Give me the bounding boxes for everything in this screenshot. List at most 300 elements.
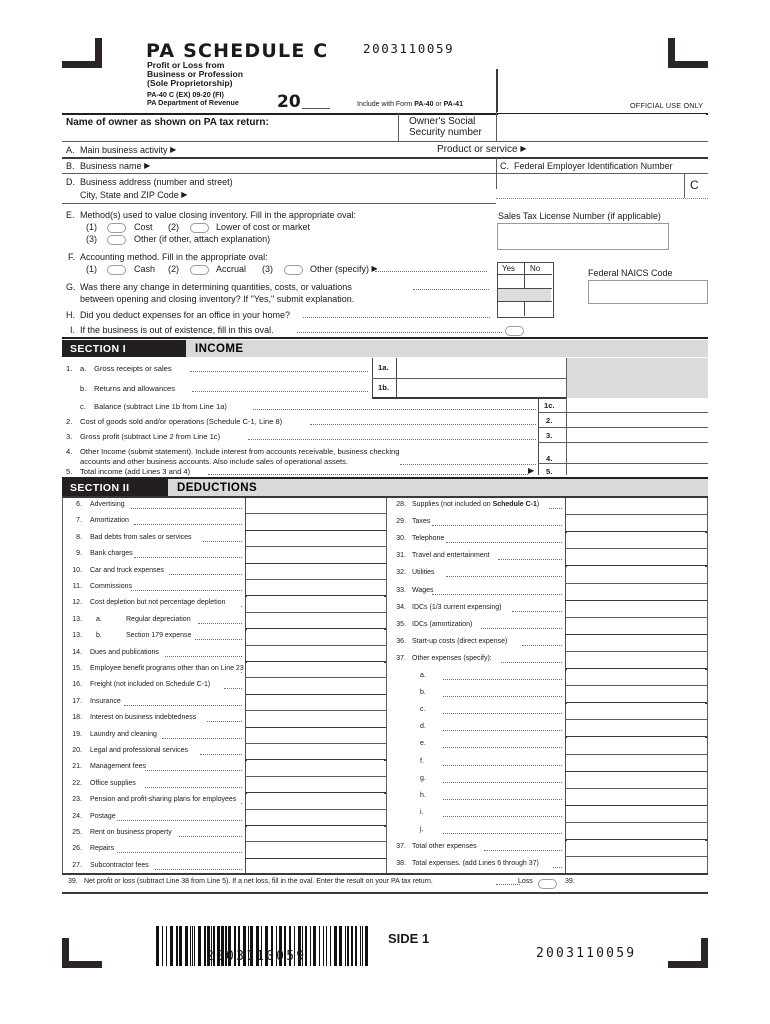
deduction-row-leader: [443, 799, 562, 800]
fein-c-divider: [684, 174, 685, 198]
deduction-row-number: 12.: [72, 599, 82, 607]
deduction-row-number: 35.: [396, 620, 406, 628]
deduction-amount-input[interactable]: [247, 777, 384, 790]
barcode-bar: [162, 926, 163, 966]
deduction-row-subletter: j.: [420, 825, 424, 833]
income-2-input[interactable]: [568, 414, 706, 426]
barcode-number: 2003110059: [206, 949, 307, 964]
accounting-accrual-oval[interactable]: [190, 265, 209, 275]
deduction-amount-input[interactable]: [567, 755, 705, 769]
deduction-amount-input[interactable]: [247, 596, 384, 609]
business-name-input[interactable]: [170, 159, 490, 172]
income-1c-input[interactable]: [568, 399, 706, 411]
deduction-row-number: 14.: [72, 648, 82, 656]
income-4-rule: [538, 463, 708, 464]
deduction-row-subletter: a.: [420, 672, 426, 679]
income-shade-left-edge: [566, 358, 567, 398]
deduction-row-label: Management fees: [90, 763, 147, 771]
deduction-row-number: 22.: [72, 779, 82, 787]
deduction-row-label: Repairs: [90, 845, 115, 853]
line-f-opt3-label: Other (specify) ▶: [310, 264, 378, 274]
deduction-row-number: 6.: [76, 501, 82, 508]
tax-year-blank[interactable]: [302, 108, 330, 109]
income-row-1b-boxnum: 1b.: [378, 383, 389, 392]
deduction-amount-input[interactable]: [567, 669, 705, 683]
barcode-bar: [198, 926, 201, 966]
deduction-row-leader: [169, 574, 242, 575]
deduction-amount-input[interactable]: [247, 629, 384, 642]
question-g-yes-cell[interactable]: [498, 275, 524, 288]
deduction-row-leader: [522, 645, 562, 646]
deduction-amount-input[interactable]: [567, 823, 705, 837]
income-1b-input[interactable]: [398, 380, 564, 396]
deduction-amount-input[interactable]: [247, 678, 384, 691]
inventory-lower-oval[interactable]: [190, 223, 209, 233]
deduction-amount-input[interactable]: [567, 857, 705, 871]
barcode-bar: [176, 926, 178, 966]
naics-label: Federal NAICS Code: [588, 268, 673, 278]
owner-name-label: Name of owner as shown on PA tax return:: [66, 117, 269, 128]
deduction-row-subletter: a.: [96, 615, 102, 623]
income-row-1b-leader: [192, 391, 368, 392]
income-2-rule: [538, 427, 708, 428]
deduction-row-number: 7.: [76, 517, 82, 525]
deduction-row-subletter: c.: [420, 706, 426, 714]
accounting-cash-oval[interactable]: [107, 265, 126, 275]
line-f-leader: [375, 271, 487, 272]
deduction-amount-input[interactable]: [567, 566, 705, 580]
form-department: PA Department of Revenue: [147, 98, 239, 107]
deduction-row-label: Regular depreciation: [126, 615, 191, 623]
deduction-row-number: 38.: [396, 860, 406, 868]
deduction-amount-input[interactable]: [247, 662, 384, 675]
deduction-row-number: 23.: [72, 796, 82, 804]
ssn-label-line2: Security number: [409, 127, 482, 138]
deduction-row-leader: [162, 738, 242, 739]
deduction-row-label: Laundry and cleaning: [90, 730, 157, 738]
income-row-4-label: Other Income (submit statement). Include interest from accounts receivable, business checking: [80, 447, 400, 456]
line-f-letter: F.: [68, 252, 76, 262]
sales-tax-license-input[interactable]: [497, 223, 669, 250]
fein-bottom-rule: [496, 198, 708, 199]
fein-label-rule: [496, 173, 708, 174]
deduction-amount-input[interactable]: [567, 737, 705, 751]
deduction-row-subletter: f.: [420, 757, 424, 765]
deduction-amount-input[interactable]: [247, 514, 384, 527]
line-i-letter: I.: [70, 325, 76, 335]
deduction-amount-input[interactable]: [567, 652, 705, 666]
barcode-bar: [365, 926, 368, 966]
form-subtitle-3: (Sole Proprietorship): [147, 78, 233, 88]
deduction-row-leader: [443, 713, 562, 714]
deduction-amount-input[interactable]: [567, 686, 705, 700]
question-h-no-cell[interactable]: [526, 302, 551, 315]
sales-tax-license-label: Sales Tax License Number (if applicable): [498, 211, 661, 221]
barcode-bar: [334, 926, 337, 966]
deduction-row-label: Wages: [412, 586, 434, 594]
income-1a-input[interactable]: [398, 360, 564, 376]
out-of-existence-oval[interactable]: [505, 326, 524, 336]
deduction-row-leader: [207, 721, 242, 722]
deduction-row-label: Supplies (not included on Schedule C-1): [412, 501, 540, 508]
deduction-row-label: Other expenses (specify):: [412, 654, 492, 662]
deduction-row-label: Start-up costs (direct expense): [412, 637, 508, 645]
income-row-1a-sub: a.: [80, 364, 87, 373]
deduction-amount-input[interactable]: [567, 618, 705, 632]
side-label: SIDE 1: [388, 931, 430, 946]
official-use-only-label: OFFICIAL USE ONLY: [630, 101, 704, 110]
barcode-bar: [345, 926, 346, 966]
city-state-zip-input[interactable]: [210, 189, 490, 201]
barcode-bar: [194, 926, 195, 966]
deduction-row-number: 32.: [396, 569, 406, 577]
barcode-bar: [170, 926, 173, 966]
deduction-amount-input[interactable]: [567, 772, 705, 786]
deduction-row-leader: [131, 590, 242, 591]
line-e-opt2-label: Lower of cost or market: [216, 222, 311, 232]
deduction-row-label: Amortization: [90, 517, 129, 525]
deduction-row-label: Bank charges: [90, 550, 133, 558]
line-h-leader: [303, 317, 490, 318]
accounting-other-oval[interactable]: [284, 265, 303, 275]
section-1-heading: INCOME: [186, 340, 708, 357]
deduction-row-label: Telephone: [412, 535, 445, 543]
deduction-row-number: 10.: [72, 566, 82, 574]
deduction-row-number: 18.: [72, 714, 82, 722]
deductions-left-edge: [62, 496, 63, 873]
tax-year-prefix: 20: [277, 92, 301, 112]
barcode-bar: [319, 926, 320, 966]
footer-form-number: 2003110059: [536, 946, 637, 961]
deduction-row-number: 28.: [396, 501, 406, 508]
line-b-rule: [62, 173, 496, 174]
deduction-row-subletter: g.: [420, 774, 426, 782]
deduction-amount-input[interactable]: [567, 720, 705, 734]
income-row-2-label: Cost of goods sold and/or operations (Schedule C-1, Line 8): [80, 417, 283, 426]
form-title: PA SCHEDULE C: [146, 40, 329, 62]
deduction-row-leader: [446, 576, 562, 577]
line-f-opt3-num: (3): [262, 264, 273, 274]
deduction-row-number: 24.: [72, 812, 82, 820]
income-row-5-label: Total income (add Lines 3 and 4): [80, 467, 191, 476]
question-g-no-cell[interactable]: [526, 275, 551, 288]
income-row-4-label-2: accounts and other business accounts. Also include sales of operational assets.: [80, 457, 349, 466]
deductions-left-amount-edge: [245, 496, 246, 873]
deduction-row-number: 37.: [396, 843, 406, 850]
income-row-1c-label: Balance (subtract Line 1b from Line 1a): [94, 402, 227, 411]
deduction-amount-input[interactable]: [567, 584, 705, 598]
deduction-row-label: Total other expenses: [412, 843, 477, 850]
deduction-row-subletter: e.: [420, 740, 426, 748]
product-or-service-input[interactable]: [530, 143, 705, 156]
barcode-bar: [360, 926, 361, 966]
deduction-row-label: IDCs (amortization): [412, 620, 473, 628]
deduction-row-leader: [124, 705, 242, 706]
deduction-row-label: Bad debts from sales or services: [90, 533, 192, 541]
deduction-row-leader: [155, 869, 242, 870]
barcode-bar: [351, 926, 353, 966]
income-1b-bottom-rule: [372, 397, 566, 399]
income-row-4-leader: [400, 464, 536, 465]
deduction-amount-input[interactable]: [247, 580, 384, 593]
section-2-bar: [62, 479, 708, 496]
deduction-row-label: Taxes: [412, 518, 431, 526]
deduction-row-leader: [241, 606, 242, 607]
deduction-row-label: Employee benefit programs other than on Line 23: [90, 665, 244, 672]
deduction-row-number: 16.: [72, 681, 82, 689]
deduction-row-number: 29.: [396, 518, 406, 526]
line-e-opt2-num: (2): [168, 222, 179, 232]
deduction-row-label: Cost depletion but not percentage depletion: [90, 599, 226, 607]
inventory-cost-oval[interactable]: [107, 223, 126, 233]
identification-bottom-rule: [62, 337, 708, 339]
deduction-row-leader: [443, 696, 562, 697]
deduction-amount-input[interactable]: [567, 515, 705, 529]
business-address-input[interactable]: [250, 176, 490, 188]
line-f-opt1-label: Cash: [134, 264, 156, 274]
income-row-1b-label: Returns and allowances: [94, 384, 176, 393]
yes-no-shaded-row: [498, 289, 551, 301]
income-shaded-area: [566, 358, 708, 398]
deduction-row-leader: [179, 836, 242, 837]
deduction-row-leader: [481, 628, 562, 629]
deduction-row-subletter: b.: [96, 632, 102, 640]
deduction-row-leader: [549, 508, 562, 509]
form-subtitle-2: Business or Profession: [147, 69, 243, 79]
line-d-label-1: Business address (number and street): [80, 177, 233, 187]
deduction-row-leader: [145, 770, 242, 771]
deduction-row-leader: [446, 542, 562, 543]
deduction-row-leader: [195, 639, 242, 640]
line-39-trailing-num: 39.: [565, 878, 575, 885]
deduction-row-leader: [134, 557, 242, 558]
income-row-1c-boxnum: 1c.: [544, 401, 555, 410]
barcode-bar: [339, 926, 342, 966]
deduction-row-number: 37.: [396, 654, 406, 662]
income-row-2-num: 2.: [66, 417, 73, 426]
income-row-1c-sub: c.: [80, 402, 86, 411]
deduction-amount-input[interactable]: [247, 744, 384, 757]
deduction-row-leader: [241, 672, 242, 673]
deduction-row-leader: [131, 508, 242, 509]
form-subtitle-1: Profit or Loss from: [147, 60, 225, 70]
corner-mark-bottom-left: [62, 938, 102, 968]
income-3-input[interactable]: [568, 429, 706, 441]
line-39-input[interactable]: [582, 876, 706, 888]
deduction-row-leader: [443, 747, 562, 748]
deduction-row-number: 20.: [72, 747, 82, 754]
deduction-row-leader: [443, 833, 562, 834]
line-a-letter: A.: [66, 145, 75, 155]
income-row-4-boxnum: 4.: [546, 454, 553, 463]
deduction-row-subletter: h.: [420, 791, 426, 799]
line-i-label: If the business is out of existence, fill in this oval.: [80, 325, 274, 335]
income-row-1a-boxnum: 1a.: [378, 363, 389, 372]
deduction-amount-input[interactable]: [247, 842, 384, 855]
deduction-row-leader: [203, 541, 242, 542]
form-number-top: 2003110059: [363, 41, 455, 56]
deduction-amount-input[interactable]: [247, 859, 384, 872]
deduction-row-label: Pension and profit-sharing plans for employees: [90, 796, 237, 804]
deduction-amount-input[interactable]: [247, 613, 384, 626]
deduction-row-leader: [224, 688, 242, 689]
deduction-row-label: IDCs (1/3 current expensing): [412, 603, 502, 611]
deduction-amount-input[interactable]: [567, 806, 705, 820]
deduction-amount-input[interactable]: [247, 564, 384, 577]
deduction-row-leader: [443, 816, 562, 817]
barcode-bar: [330, 926, 331, 966]
line-b-letter: B.: [66, 161, 75, 171]
deduction-row-leader: [512, 611, 562, 612]
owner-row-bottom-rule: [62, 141, 708, 142]
deduction-row-leader: [241, 803, 242, 804]
deduction-amount-input[interactable]: [567, 601, 705, 615]
deduction-amount-input[interactable]: [247, 646, 384, 659]
income-4-input[interactable]: [568, 448, 706, 462]
line-e-opt3-label: Other (if other, attach explanation): [134, 234, 271, 244]
inventory-other-oval[interactable]: [107, 235, 126, 245]
deduction-row-leader: [134, 524, 242, 525]
deduction-amount-input[interactable]: [247, 498, 384, 511]
line-f-opt1-num: (1): [86, 264, 97, 274]
line-d-rule: [62, 203, 496, 204]
form-revision: PA-40 C (EX) 09-20 (FI): [147, 90, 224, 99]
deduction-row-label: Car and truck expenses: [90, 566, 164, 574]
deduction-row-leader: [443, 765, 562, 766]
deduction-row-subletter: b.: [420, 689, 426, 697]
ssn-input[interactable]: [498, 114, 706, 139]
line-e-opt3-num: (3): [86, 234, 97, 244]
deduction-row-number: 25.: [72, 829, 82, 836]
deduction-amount-input[interactable]: [567, 789, 705, 803]
deduction-row-label: Subcontractor fees: [90, 861, 149, 869]
deduction-row-label: Postage: [90, 812, 116, 820]
deduction-row-number: 19.: [72, 730, 82, 738]
deduction-row-number: 26.: [72, 845, 82, 853]
line-e-opt1-label: Cost: [134, 222, 153, 232]
income-row-5-arrow: ▶: [528, 466, 535, 475]
barcode-bar: [185, 926, 188, 966]
barcode-bar: [166, 926, 167, 966]
owner-ssn-divider-left: [398, 113, 399, 141]
deduction-row-number: 17.: [72, 697, 82, 705]
deduction-amount-input[interactable]: [247, 810, 384, 823]
deduction-row-number: 21.: [72, 763, 82, 771]
barcode-bar: [323, 926, 324, 966]
deduction-amount-input[interactable]: [247, 547, 384, 560]
deduction-row-leader: [484, 850, 562, 851]
line-e-opt1-num: (1): [86, 222, 97, 232]
deduction-amount-input[interactable]: [247, 711, 384, 724]
line-39-num: 39.: [68, 878, 78, 885]
deduction-row-leader: [117, 852, 242, 853]
deduction-row-label: Office supplies: [90, 779, 136, 787]
line-c-label: Federal Employer Identification Number: [514, 161, 673, 171]
deduction-row-label: Advertising: [90, 501, 125, 508]
barcode-bar: [326, 926, 327, 966]
deduction-row-number: 33.: [396, 586, 406, 594]
deduction-row-label: Dues and publications: [90, 648, 159, 656]
deduction-amount-input[interactable]: [567, 498, 705, 512]
income-row-1b-sub: b.: [80, 384, 87, 393]
barcode-bar: [192, 926, 193, 966]
deduction-row-label: Commissions: [90, 583, 133, 590]
deduction-amount-input[interactable]: [247, 826, 384, 839]
barcode-bar: [190, 926, 191, 966]
deduction-amount-input[interactable]: [247, 531, 384, 544]
line-d-letter: D.: [66, 177, 75, 187]
deduction-row-leader: [443, 730, 562, 731]
deduction-row-leader: [443, 782, 562, 783]
deduction-amount-input[interactable]: [567, 532, 705, 546]
deduction-amount-input[interactable]: [567, 635, 705, 649]
income-3-rule: [538, 442, 708, 443]
naics-input[interactable]: [588, 280, 708, 304]
line-39-bottom-rule: [62, 892, 708, 894]
line-d-label-2: City, State and ZIP Code ▶: [80, 190, 188, 200]
deductions-center-divider: [386, 496, 387, 873]
deduction-row-number: 8.: [76, 533, 82, 541]
deduction-row-number: 9.: [76, 550, 82, 558]
arrow-icon: ▶: [371, 264, 378, 273]
line-g-leader: [413, 289, 489, 290]
deduction-row-leader: [432, 594, 562, 595]
deduction-amount-input[interactable]: [567, 703, 705, 717]
barcode-bar: [355, 926, 357, 966]
include-with-note: Include with Form PA-40 or PA-41: [357, 101, 463, 108]
deduction-row-leader: [498, 559, 562, 560]
deduction-amount-input[interactable]: [247, 695, 384, 708]
deduction-row-label: Travel and entertainment: [412, 552, 490, 560]
deduction-row-leader: [198, 623, 242, 624]
question-h-yes-cell[interactable]: [498, 302, 524, 315]
deduction-row-number: 31.: [396, 552, 406, 560]
line-e-letter: E.: [66, 210, 75, 220]
deduction-row-subletter: i.: [420, 808, 424, 816]
ssn-label-line1: Owner's Social: [409, 116, 476, 127]
fein-input[interactable]: [498, 175, 684, 197]
income-row-2-leader: [310, 424, 536, 425]
deduction-row-leader: [145, 787, 242, 788]
line-39-loss-oval[interactable]: [538, 879, 557, 889]
income-row-5-boxnum: 5.: [546, 467, 553, 476]
deduction-row-label: Interest on business indebtedness: [90, 714, 197, 722]
line-h-label: Did you deduct expenses for an office in your home?: [80, 310, 290, 320]
deduction-row-number: 27.: [72, 861, 82, 869]
deduction-amount-input[interactable]: [247, 728, 384, 741]
income-row-5-leader: [208, 474, 528, 475]
deduction-amount-input[interactable]: [567, 840, 705, 854]
line-g-label-1: Was there any change in determining quantities, costs, or valuations: [80, 282, 352, 292]
income-5-input[interactable]: [568, 465, 706, 477]
arrow-icon: ▶: [520, 144, 527, 153]
deduction-amount-input[interactable]: [247, 760, 384, 773]
deduction-row-label: Section 179 expense: [126, 632, 192, 640]
main-business-activity-input[interactable]: [220, 143, 390, 156]
deduction-amount-input[interactable]: [567, 549, 705, 563]
deduction-amount-input[interactable]: [247, 793, 384, 806]
income-row-3-label: Gross profit (subtract Line 2 from Line 1c): [80, 432, 221, 441]
line-39-top-rule: [62, 873, 708, 875]
product-or-service-label: Product or service ▶: [437, 144, 527, 155]
deduction-row-number: 36.: [396, 637, 406, 645]
deduction-row-leader: [501, 662, 562, 663]
income-1a-rule: [372, 378, 566, 379]
deduction-row-leader: [553, 867, 562, 868]
deduction-row-leader: [117, 820, 242, 821]
barcode-bar: [313, 926, 316, 966]
barcode-bar: [362, 926, 363, 966]
